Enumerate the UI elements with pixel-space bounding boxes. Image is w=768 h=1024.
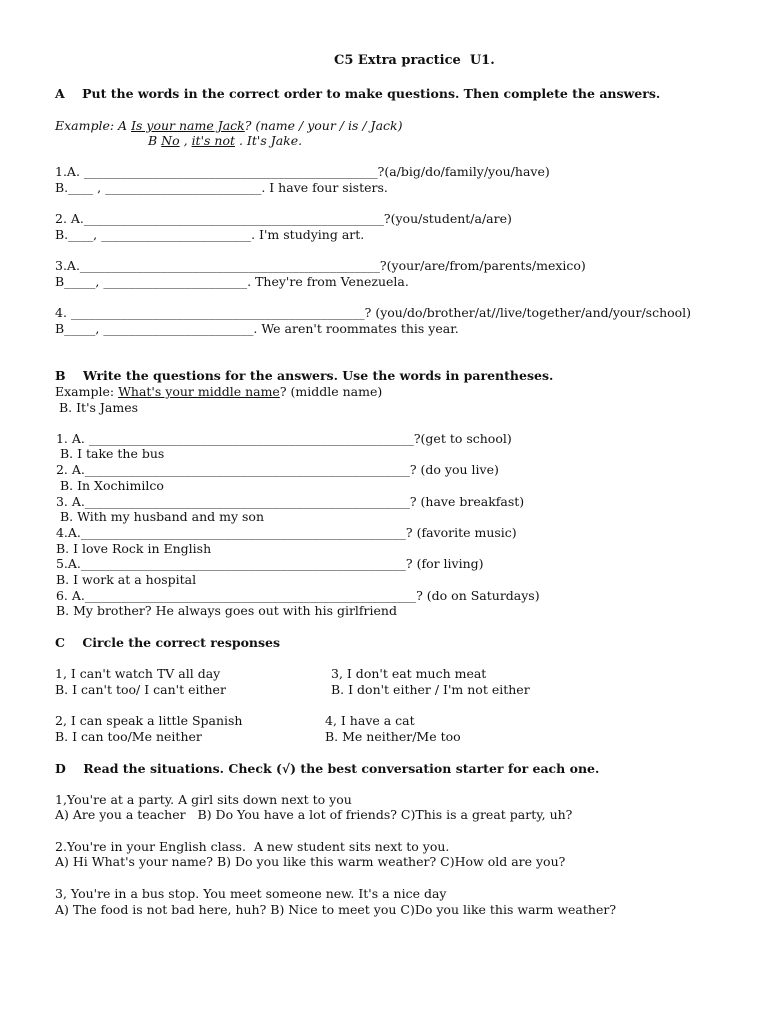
c-item-4-statement: 4, I have a cat [325, 713, 415, 728]
b-line-3: 2. A.____________________________________________________? (do you live) [52, 462, 499, 477]
b-line-4: B. In Xochimilco [52, 478, 164, 493]
page-title: C5 Extra practice U1. [334, 53, 495, 68]
example-b-itsnot: it's not [191, 133, 236, 148]
b-line-8: B. I love Rock in English [52, 541, 212, 556]
a-item-3-answer: B_____, _______________________. They're from Venezuela. [55, 274, 409, 289]
d-item-2-situation: 2.You're in your English class. A new student sits next to you. [55, 839, 450, 854]
example-b-suffix: . It's Jake. [235, 133, 303, 148]
b-example-suffix: ? (middle name) [279, 384, 383, 399]
c-item-2-options: B. I can too/Me neither [55, 729, 202, 744]
example-b-sep: , [179, 133, 192, 148]
b-line-10: B. I work at a hospital [52, 572, 197, 587]
c-item-1-statement: 1, I can't watch TV all day [55, 666, 221, 681]
example-suffix: ? (name / your / is / Jack) [244, 118, 403, 133]
b-line-6: B. With my husband and my son [52, 509, 264, 524]
b-line-1: 1. A. ____________________________________________________?(get to school) [52, 431, 512, 446]
c-item-3-options: B. I don't either / I'm not either [331, 682, 530, 697]
c-item-3-statement: 3, I don't eat much meat [331, 666, 487, 681]
a-item-1-question: 1.A. _______________________________________________?(a/big/do/family/you/have) [55, 164, 550, 179]
section-b-heading: B Write the questions for the answers. Use the words in parentheses. [55, 368, 554, 383]
section-a-heading: A Put the words in the correct order to make questions. Then complete the answers. [55, 86, 661, 101]
section-b-example-answer: B. It's James [55, 400, 139, 415]
b-line-2: B. I take the bus [52, 446, 165, 461]
b-line-5: 3. A.____________________________________________________? (have breakfast) [52, 494, 525, 509]
section-a-example-a [55, 118, 402, 134]
a-item-4-answer: B_____, ________________________. We aren't roommates this year. [55, 321, 459, 336]
example-b-no: No [161, 133, 180, 148]
example-answer: Is your name Jack [131, 118, 245, 133]
d-item-2-options: A) Hi What's your name? B) Do you like this warm weather? C)How old are you? [55, 854, 566, 869]
b-line-12: B. My brother? He always goes out with his girlfriend [52, 603, 397, 618]
example-prefix: Example: A [55, 118, 132, 133]
a-item-2-question: 2. A.________________________________________________?(you/student/a/are) [55, 211, 512, 226]
section-a-example-b [148, 133, 302, 149]
a-item-1-answer: B.____ , _________________________. I have four sisters. [55, 180, 388, 195]
section-b-example [55, 384, 382, 400]
a-item-3-question: 3.A.________________________________________________?(your/are/from/parents/mexico) [55, 258, 586, 273]
d-item-3-options: A) The food is not bad here, huh? B) Nice to meet you C)Do you like this warm weather? [55, 902, 617, 917]
c-item-1-options: B. I can't too/ I can't either [55, 682, 226, 697]
b-line-11: 6. A._____________________________________________________? (do on Saturdays) [52, 588, 540, 603]
a-item-4-question: 4. _______________________________________________? (you/do/brother/at//live/together/and/your/school) [55, 305, 692, 320]
d-item-1-situation: 1,You're at a party. A girl sits down next to you [55, 792, 352, 807]
example-b-prefix: B [148, 133, 162, 148]
a-item-2-answer: B.____, ________________________. I'm studying art. [55, 227, 365, 242]
c-item-2-statement: 2, I can speak a little Spanish [55, 713, 243, 728]
b-line-7: 4.A.____________________________________________________? (favorite music) [52, 525, 517, 540]
b-example-answer: What's your middle name [118, 384, 280, 399]
b-example-prefix: Example: [55, 384, 119, 399]
b-line-9: 5.A.____________________________________________________? (for living) [52, 556, 484, 571]
section-d-heading: D Read the situations. Check (√) the best conversation starter for each one. [55, 761, 600, 776]
d-item-1-options: A) Are you a teacher B) Do You have a lot of friends? C)This is a great party, uh? [55, 807, 573, 822]
section-c-heading: C Circle the correct responses [55, 635, 281, 650]
d-item-3-situation: 3, You're in a bus stop. You meet someone new. It's a nice day [55, 886, 447, 901]
c-item-4-options: B. Me neither/Me too [325, 729, 461, 744]
